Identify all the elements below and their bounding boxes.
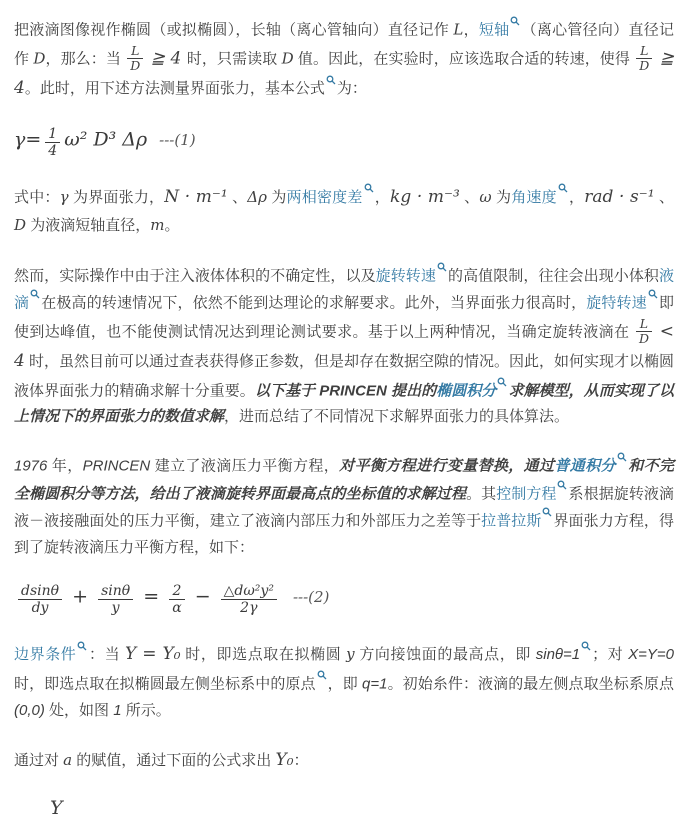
text-run: 年，	[47, 457, 83, 475]
italic-text: PRINCEN	[82, 457, 151, 475]
fraction-denominator: y	[111, 600, 120, 617]
search-term-icon[interactable]	[581, 641, 591, 651]
inline-fraction	[221, 583, 277, 616]
fraction-denominator: D	[639, 57, 650, 73]
fraction-denominator: dy	[31, 600, 49, 617]
italic-text: 1976	[14, 457, 48, 475]
italic-text: 1	[113, 701, 122, 719]
math-expression: < 4	[14, 321, 675, 371]
text-run: 所示。	[121, 701, 171, 719]
text-run: （离心管径向）直径记作	[14, 21, 674, 67]
fraction-numerator: L	[127, 44, 143, 59]
inline-fraction	[98, 583, 133, 616]
fraction-numerator: dsinθ	[18, 583, 62, 600]
search-term-icon[interactable]	[30, 289, 40, 299]
term-link[interactable]: 椭圆积分	[436, 381, 497, 399]
text-run: 处，如图	[44, 701, 114, 719]
math-expression: N · m⁻¹	[164, 186, 228, 207]
text-run: ，	[374, 188, 391, 206]
math-expression: ≧ 4	[145, 48, 187, 68]
inline-fraction	[636, 317, 652, 347]
text-run: 时，即选点取在拟椭圆	[180, 646, 347, 664]
math-variable: D	[281, 49, 294, 67]
term-link[interactable]: 边界条件	[14, 646, 77, 664]
equation-2	[14, 583, 674, 616]
search-term-icon[interactable]	[558, 183, 568, 193]
search-term-icon[interactable]	[437, 262, 447, 272]
text-run: 时，只需读取	[186, 50, 282, 67]
text-run: ，即	[327, 675, 363, 693]
fraction-denominator: D	[130, 57, 141, 73]
text-run: ，	[568, 188, 585, 206]
text-run: 建立了液滴压力平衡方程，	[150, 457, 340, 475]
text-run: 为界面张力，	[68, 188, 165, 206]
text-run: 时，即选点取在拟椭圆最左侧坐标系中的原点	[14, 675, 316, 693]
text-run: ，进而总结了不同情况下求解界面张力的具体算法。	[224, 408, 570, 426]
text-run: 系根据旋转液滴液－液接融面处的压力平衡，建立了液滴内部压力和外部压力之差等于	[14, 485, 674, 530]
text-run: 为	[491, 188, 512, 206]
text-run: 把液滴图像视作椭圆（或拟椭圆），长轴（离心管轴向）直径记作	[14, 21, 454, 39]
fraction-numerator: L	[636, 44, 652, 59]
math-variable: D	[33, 49, 46, 67]
search-term-icon[interactable]	[326, 75, 336, 85]
paragraph	[14, 262, 674, 431]
fraction-numerator: 1	[45, 126, 60, 143]
text-run: ，那么：当	[45, 50, 126, 67]
text-run: 。	[164, 217, 180, 235]
text-run: 方向接蚀面的最高点，即	[354, 646, 536, 664]
term-link[interactable]: 短轴	[478, 21, 510, 39]
equation-1	[14, 126, 674, 159]
search-term-icon[interactable]	[542, 507, 552, 517]
math-expression: Y = Y₀	[125, 644, 181, 665]
math-variable: Δρ	[247, 187, 267, 206]
text-run: 时，虽然目前可以通过查表获得修正参数，但是却存在数据空隙的情况。因此，如何实现才以椭圆液体界面张力的精确求解十分重要。	[14, 352, 675, 399]
fraction-denominator: 2γ	[240, 600, 258, 617]
term-link[interactable]: 控制方程	[496, 485, 557, 503]
text-run: 为：	[336, 79, 367, 97]
search-term-icon[interactable]	[77, 641, 87, 651]
fraction-denominator: 4	[48, 142, 58, 159]
text-run: 。此时，用下述方法测量界面张力，基本公式	[24, 79, 325, 97]
italic-text: sinθ=1	[535, 646, 581, 664]
math-expression: kg · m⁻³	[390, 186, 460, 207]
text-run: ：	[293, 751, 309, 769]
text-run: 、	[459, 188, 480, 206]
search-term-icon[interactable]	[557, 480, 567, 490]
text-run: ；对	[592, 646, 629, 664]
term-link[interactable]: 两相密度差	[286, 188, 363, 206]
text-run: ：当	[88, 646, 125, 664]
fraction-numerator: sinθ	[98, 583, 133, 600]
math-expression: −	[188, 585, 217, 608]
math-expression: ω² D³ Δρ	[64, 127, 148, 150]
term-link[interactable]: 液滴	[14, 266, 674, 312]
fraction-numerator: L	[636, 317, 652, 332]
math-expression: +	[66, 585, 95, 608]
term-link[interactable]: 旋转转速	[375, 266, 436, 284]
article-body	[14, 16, 675, 819]
text-run: 为	[266, 188, 287, 206]
paragraph	[14, 183, 674, 240]
italic-text: X=Y=0	[628, 646, 675, 664]
paragraph	[14, 16, 674, 104]
text-run: 。初始糸件：液滴的最左侧点取坐标系原点	[387, 675, 674, 693]
math-variable: D	[14, 216, 27, 235]
fraction-denominator: D	[638, 331, 649, 347]
fraction-numerator: 2	[169, 583, 184, 600]
math-variable: ω	[479, 187, 492, 206]
italic-text: q=1	[362, 675, 388, 693]
inline-fraction	[127, 44, 143, 74]
fraction-numerator: △dω²y²	[221, 583, 277, 600]
math-expression: ≧ 4	[14, 48, 675, 98]
math-expression: rad · s⁻¹	[584, 186, 655, 207]
text-run: 、	[654, 188, 674, 206]
text-run: 通过对	[14, 751, 64, 769]
inline-fraction	[45, 126, 60, 159]
math-expression: γ=	[14, 127, 42, 150]
term-link[interactable]: 拉普拉斯	[481, 512, 542, 530]
equation-number: ---(1)	[159, 130, 196, 149]
inline-fraction	[169, 583, 184, 616]
math-expression: Y	[50, 796, 63, 819]
inline-fraction	[18, 583, 62, 616]
text-run: 即使到达峰值，也不能使测试情况达到理论测试要求。基于以上两种情况，当确定旋转液滴在	[14, 294, 674, 341]
text-run: 。其	[466, 485, 497, 503]
bold-italic-text: 和不完全椭圆积分等方法，给出了液滴旋转界面最高点的坐标值的求解过程	[14, 457, 674, 503]
text-run: 式中：	[14, 188, 60, 206]
equation-number: ---(2)	[292, 588, 330, 607]
search-term-icon[interactable]	[510, 16, 520, 26]
term-link[interactable]: 角速度	[511, 188, 557, 206]
search-term-icon[interactable]	[648, 289, 658, 299]
math-expression: =	[137, 585, 166, 608]
paragraph	[14, 452, 674, 561]
search-term-icon[interactable]	[317, 670, 327, 680]
bold-italic-text: 以下基于 PRINCEN 提出的	[254, 381, 437, 399]
search-term-icon[interactable]	[364, 183, 374, 193]
inline-fraction	[636, 44, 652, 74]
math-variable: m	[150, 216, 165, 235]
term-link[interactable]: 旋特转速	[586, 294, 647, 312]
text-run: 值。因此，在实验时，应该选取合适的转速，使得	[293, 50, 635, 67]
text-run: 的赋值，通过下面的公式求出	[72, 751, 276, 769]
text-run: 在极高的转速情况下，依然不能到达理论的求解要求。此外，当界面张力很高时，	[41, 294, 587, 312]
math-variable: L	[453, 20, 464, 39]
text-run: 然而，实际操作中由于注入液体体积的不确定性，以及	[14, 266, 376, 284]
text-run: 的高值限制，往往会出现小体积	[447, 266, 659, 284]
italic-text: (0,0)	[14, 701, 45, 719]
paragraph	[14, 746, 674, 776]
fraction-denominator: α	[172, 600, 182, 617]
term-link[interactable]: 普通积分	[554, 457, 616, 475]
text-run: 界面张力方程，得到了旋转液滴压力平衡方程，如下：	[14, 512, 674, 556]
text-run: ，	[463, 21, 479, 39]
math-variable: a	[63, 750, 73, 769]
text-run: 、	[227, 188, 248, 206]
bold-italic-text: 求解模型，从而实现了以上情况下的界面张力的数值求解	[14, 381, 674, 426]
search-term-icon[interactable]	[497, 377, 507, 387]
text-run: 为液滴短轴直径，	[26, 217, 151, 235]
math-variable: γ	[59, 187, 69, 206]
math-expression: Y₀	[275, 749, 294, 770]
bold-italic-text: 对平衡方程进行变量替换，通过	[339, 457, 555, 475]
search-term-icon[interactable]	[617, 452, 627, 462]
math-variable: y	[346, 645, 355, 664]
paragraph	[14, 640, 674, 724]
cutoff-formula-fragment	[50, 796, 674, 819]
